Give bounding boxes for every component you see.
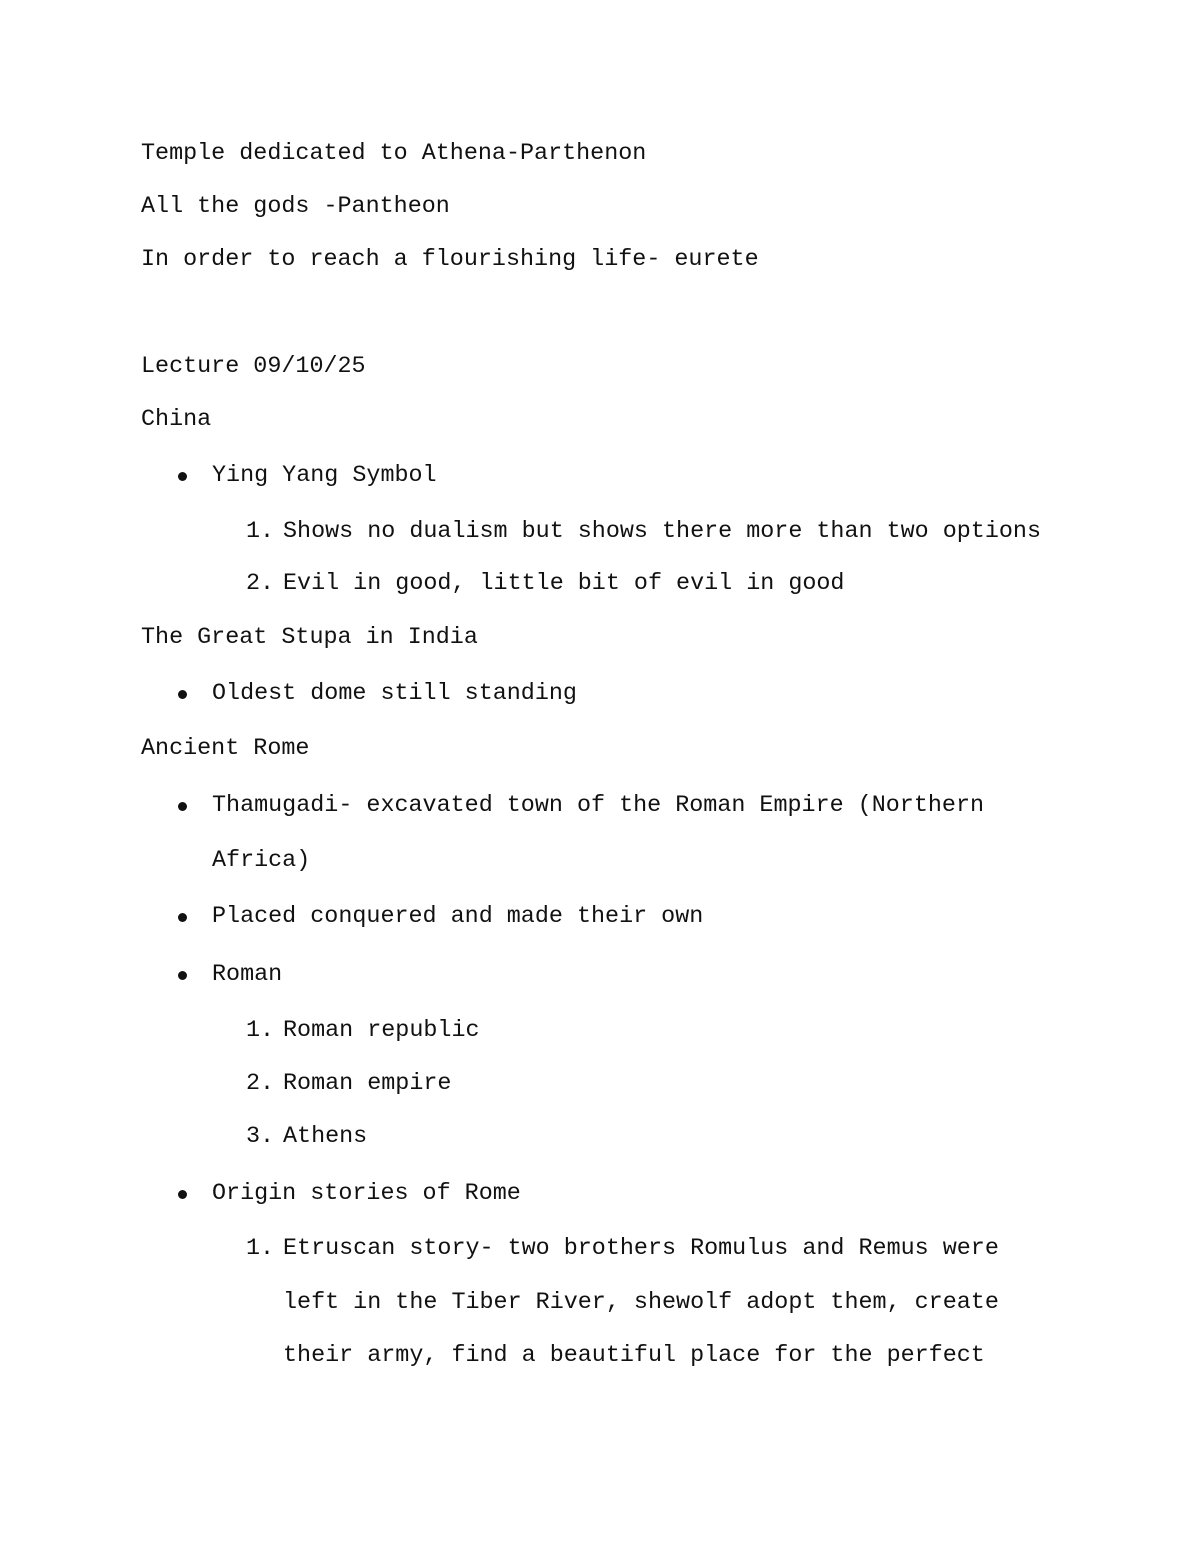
bullet-dot-icon (178, 1190, 187, 1199)
bullet-dot-icon (178, 690, 187, 699)
bullet-dot-icon (178, 802, 187, 811)
item-text: Etruscan story- two brothers Romulus and Remus were (283, 1236, 999, 1262)
bullet-text-continuation: Africa) (212, 848, 311, 874)
item-text: Roman republic (283, 1018, 480, 1044)
bullet-text: Thamugadi- excavated town of the Roman Empire (Northern (212, 793, 985, 819)
bullet-text: Ying Yang Symbol (212, 463, 437, 489)
item-text-continuation: their army, find a beautiful place for the perfect (283, 1343, 985, 1369)
numbered-item (246, 1123, 368, 1235)
bullet-item (178, 961, 283, 1073)
bullet-dot-icon (178, 472, 187, 481)
note-line-parthenon: Temple dedicated to Athena-Parthenon (141, 141, 647, 167)
item-text: Roman empire (283, 1071, 452, 1097)
bullet-item (178, 1180, 521, 1292)
bullet-dot-icon (178, 913, 187, 922)
bullet-item (178, 462, 437, 574)
item-text: Evil in good, little bit of evil in good (283, 571, 845, 597)
item-number: 2. (246, 1071, 275, 1097)
bullet-text: Origin stories of Rome (212, 1181, 521, 1207)
bullet-text: Oldest dome still standing (212, 681, 577, 707)
bullet-text: Placed conquered and made their own (212, 904, 704, 930)
bullet-dot-icon (178, 971, 187, 980)
note-line-eurete: In order to reach a flourishing life- eurete (141, 247, 759, 273)
section-heading-stupa: The Great Stupa in India (141, 625, 478, 651)
lecture-heading: Lecture 09/10/25 (141, 354, 366, 380)
item-number: 1. (246, 1018, 275, 1044)
section-heading-china: China (141, 407, 212, 433)
item-text: Athens (283, 1124, 368, 1150)
item-text-continuation: left in the Tiber River, shewolf adopt them, create (283, 1290, 999, 1316)
item-number: 2. (246, 571, 275, 597)
section-heading-rome: Ancient Rome (141, 736, 310, 762)
bullet-text: Roman (212, 962, 283, 988)
item-number: 1. (246, 1236, 275, 1262)
item-number: 1. (246, 519, 275, 545)
item-text: Shows no dualism but shows there more than two options (283, 519, 1041, 545)
item-number: 3. (246, 1124, 275, 1150)
note-line-pantheon: All the gods -Pantheon (141, 194, 450, 220)
